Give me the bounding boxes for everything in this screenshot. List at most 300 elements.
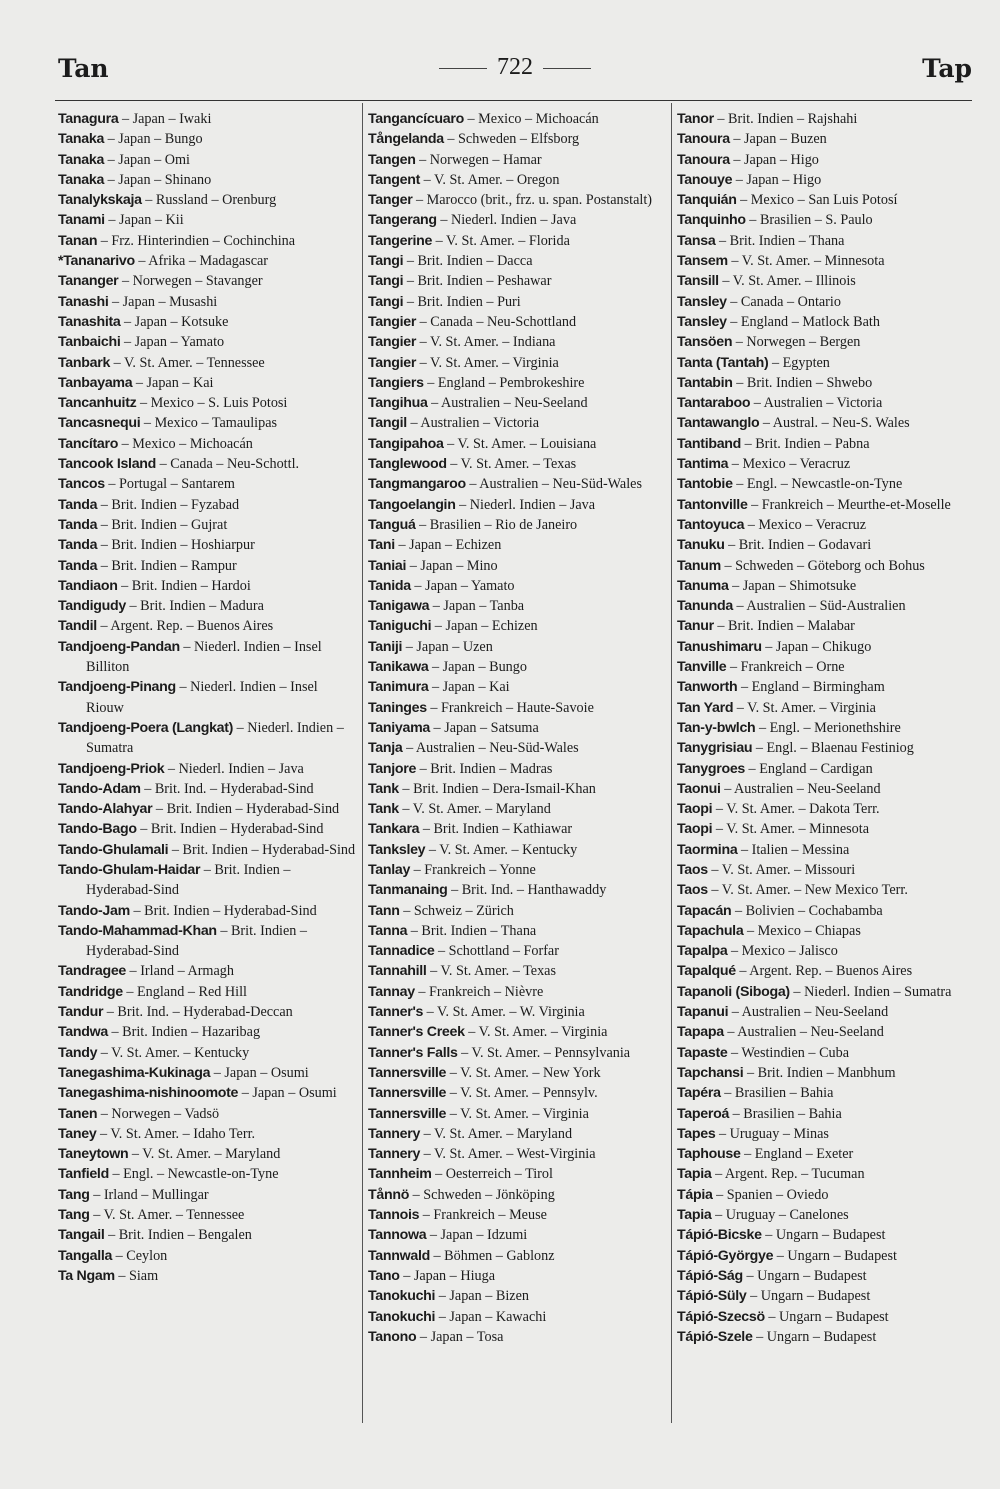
entry-location: – V. St. Amer. – Idaho Terr. xyxy=(96,1125,256,1142)
gazetteer-entry xyxy=(368,292,666,312)
entry-location: – Japan – Kotsuke xyxy=(120,313,229,330)
entry-place-name: Tangen xyxy=(368,151,416,168)
entry-location: – Uruguay – Minas xyxy=(715,1125,829,1142)
entry-location: – Schweiz – Zürich xyxy=(399,902,514,919)
gazetteer-entry xyxy=(58,1043,356,1063)
entry-location: – V. St. Amer. – Pennsylv. xyxy=(446,1085,598,1102)
gazetteer-entry xyxy=(58,231,356,251)
entry-location: – Brit. Indien – Bengalen xyxy=(104,1227,252,1244)
entry-location: – Brit. Ind. – Hanthawaddy xyxy=(447,882,607,899)
entry-place-name: Tangancícuaro xyxy=(368,111,464,127)
gazetteer-entry xyxy=(677,576,975,596)
entry-place-name: Tanikawa xyxy=(368,659,429,676)
entry-place-name: Tanksley xyxy=(368,841,426,858)
gazetteer-entry xyxy=(58,799,356,819)
gazetteer-entry xyxy=(677,880,975,900)
gazetteer-entry xyxy=(58,1063,356,1083)
entry-place-name: Tandil xyxy=(58,618,97,635)
gazetteer-entry xyxy=(368,535,666,555)
entry-location: – Westindien – Cuba xyxy=(727,1044,850,1061)
gazetteer-entry xyxy=(368,150,666,170)
gazetteer-entry xyxy=(58,495,356,515)
entry-place-name: Tansley xyxy=(677,313,727,330)
entry-location: – Russland – Orenburg xyxy=(141,192,277,209)
gazetteer-entry xyxy=(677,292,975,312)
entry-location: – Australien – Neu-Seeland xyxy=(723,1024,884,1041)
gazetteer-entry xyxy=(677,901,975,921)
entry-location: – Brit. Indien – Fyzabad xyxy=(97,496,240,513)
entry-place-name: Tando-Bago xyxy=(58,821,137,838)
gazetteer-entry xyxy=(368,1022,666,1042)
entry-place-name: Tando-Ghulamali xyxy=(58,841,169,858)
entry-location: – Japan – Shinano xyxy=(104,171,212,188)
gazetteer-entry xyxy=(58,413,356,433)
entry-place-name: Tapanui xyxy=(677,1004,729,1021)
entry-location: – Siam xyxy=(114,1267,159,1284)
entry-place-name: Tapia xyxy=(677,1207,712,1224)
entry-location: – Ungarn – Budapest xyxy=(773,1247,897,1264)
entry-place-name: Tannadice xyxy=(368,943,435,960)
entry-location: – Japan – Yamato xyxy=(120,334,225,351)
gazetteer-entry xyxy=(368,1327,666,1347)
entry-place-name: Tansill xyxy=(677,273,719,290)
gazetteer-entry xyxy=(58,576,356,596)
gazetteer-entry xyxy=(677,779,975,799)
entry-place-name: Tank xyxy=(368,780,399,797)
gazetteer-entry xyxy=(368,677,666,697)
entry-place-name: Taos xyxy=(677,882,708,899)
entry-location: – Ungarn – Budapest xyxy=(742,1267,867,1284)
gazetteer-entry xyxy=(677,698,975,718)
gazetteer-entry xyxy=(677,1246,975,1266)
gazetteer-entry xyxy=(58,271,356,291)
entry-location: – V. St. Amer. – Minnesota xyxy=(727,253,885,270)
page-number: 722 xyxy=(497,54,533,80)
entry-place-name: Taormina xyxy=(677,841,738,858)
entry-location: – V. St. Amer. – New Mexico Terr. xyxy=(707,882,908,899)
gazetteer-entry xyxy=(677,231,975,251)
gazetteer-entry xyxy=(677,332,975,352)
gazetteer-entry xyxy=(58,150,356,170)
gazetteer-entry xyxy=(368,1083,666,1103)
entry-location: – Canada – Ontario xyxy=(726,293,841,310)
gazetteer-entry xyxy=(677,921,975,941)
entry-place-name: Tanokuchi xyxy=(368,1288,436,1305)
entry-location: – Böhmen – Gablonz xyxy=(429,1247,555,1264)
entry-place-name: Tantobie xyxy=(677,476,733,493)
entry-place-name: Tananger xyxy=(58,273,119,290)
entry-place-name: Tápia xyxy=(677,1186,713,1203)
gazetteer-entry xyxy=(677,109,975,129)
gazetteer-entry xyxy=(368,718,666,738)
entry-place-name: Tannay xyxy=(368,983,415,1000)
entry-place-name: Taney xyxy=(58,1125,97,1142)
gazetteer-entry xyxy=(677,170,975,190)
entry-location: – Brit. Indien – Hyderabad-Sind xyxy=(86,922,308,960)
entry-location: – Brit. Indien – Rampur xyxy=(97,557,237,574)
entry-location: – Brit. Indien – Gujrat xyxy=(97,516,228,533)
entry-location: – Japan – Higo xyxy=(729,151,819,168)
gazetteer-entry xyxy=(58,170,356,190)
entry-place-name: Taonui xyxy=(677,780,721,797)
entry-place-name: Tanum xyxy=(677,557,721,574)
entry-place-name: Tanna xyxy=(368,922,408,939)
entry-location: – Japan – Omi xyxy=(104,151,190,168)
gazetteer-entry xyxy=(677,454,975,474)
entry-location: – V. St. Amer. – New York xyxy=(446,1064,601,1081)
entry-place-name: Tanbaichi xyxy=(58,334,121,351)
entry-place-name: Tapes xyxy=(677,1125,716,1142)
entry-place-name: Tannahill xyxy=(368,963,427,980)
entry-location: – Japan – Kawachi xyxy=(435,1308,547,1325)
entry-location: – Brit. Indien – Rajshahi xyxy=(713,111,858,127)
entry-place-name: Tandragee xyxy=(58,963,126,980)
gazetteer-entry xyxy=(368,1246,666,1266)
entry-place-name: Tanagura xyxy=(58,111,119,127)
entry-location: – Engl. – Newcastle-on-Tyne xyxy=(108,1166,279,1183)
entry-place-name: *Tananarivo xyxy=(58,253,135,270)
entry-location: – Argent. Rep. – Tucuman xyxy=(711,1166,865,1183)
gazetteer-entry xyxy=(368,332,666,352)
gazetteer-entry xyxy=(368,738,666,758)
gazetteer-entry xyxy=(58,961,356,981)
entry-location: – Mexico – San Luis Potosí xyxy=(736,192,898,209)
gazetteer-entry xyxy=(58,292,356,312)
gazetteer-entry xyxy=(368,616,666,636)
entry-location: – Japan – Bungo xyxy=(428,659,527,676)
entry-place-name: Tang xyxy=(58,1207,90,1224)
entry-place-name: Tannowa xyxy=(368,1227,427,1244)
gazetteer-entry xyxy=(368,860,666,880)
entry-place-name: Tanan xyxy=(58,232,98,249)
gazetteer-entry xyxy=(677,759,975,779)
entry-location: – Japan – Iwaki xyxy=(118,111,212,127)
column-3 xyxy=(677,109,975,1429)
entry-location: – Brit. Indien – Madras xyxy=(416,760,553,777)
entry-place-name: Tannersville xyxy=(368,1064,447,1081)
gazetteer-entry xyxy=(677,1225,975,1245)
gazetteer-entry xyxy=(58,1225,356,1245)
entry-location: – Niederl. Indien – Insel Billiton xyxy=(86,638,322,676)
entry-location: – Ungarn – Budapest xyxy=(752,1328,877,1345)
entry-place-name: Tanville xyxy=(677,659,727,676)
entry-place-name: Taopi xyxy=(677,821,713,838)
gazetteer-entry xyxy=(58,1144,356,1164)
entry-place-name: Tanygroes xyxy=(677,760,745,777)
entry-location: – Brit. Indien – Hyderabad-Sind xyxy=(168,841,356,858)
entry-location: – V. St. Amer. – Virginia xyxy=(416,354,559,371)
entry-place-name: Taniji xyxy=(368,638,403,655)
header-left-keyword: Tan xyxy=(58,54,109,83)
entry-place-name: Tandwa xyxy=(58,1024,108,1041)
entry-place-name: Tanunda xyxy=(677,598,733,615)
entry-place-name: Tang xyxy=(58,1186,90,1203)
entry-location: – Norwegen – Vadsö xyxy=(97,1105,220,1122)
entry-place-name: Tangier xyxy=(368,334,417,351)
entry-location: – Mexico – Veracruz xyxy=(728,456,851,473)
entry-place-name: Tansa xyxy=(677,232,716,249)
entry-location: – V. St. Amer. – Kentucky xyxy=(97,1044,250,1061)
gazetteer-entry xyxy=(677,373,975,393)
entry-place-name: Tanushimaru xyxy=(677,638,762,655)
entry-location: – Brit. Indien – Thana xyxy=(407,922,537,939)
entry-location: – Afrika – Madagascar xyxy=(134,253,269,270)
gazetteer-entry xyxy=(58,1246,356,1266)
entry-place-name: Tankara xyxy=(368,821,420,838)
entry-location: – V. St. Amer. – Dakota Terr. xyxy=(712,801,880,818)
entry-location: – Frankreich – Nièvre xyxy=(414,983,544,1000)
gazetteer-entry xyxy=(368,779,666,799)
entry-place-name: Tanoura xyxy=(677,131,730,148)
entry-location: – Japan – Osumi xyxy=(210,1064,309,1081)
gazetteer-entry xyxy=(58,393,356,413)
column-divider-1 xyxy=(362,103,363,1423)
entry-location: – Brit. Indien – Hoshiarpur xyxy=(97,537,255,554)
entry-location: – Brasilien – S. Paulo xyxy=(745,212,873,229)
entry-location: – Japan – Shimotsuke xyxy=(728,577,857,594)
entry-place-name: Tantonville xyxy=(677,496,748,513)
entry-location: – Brit. Indien – Hazaribag xyxy=(107,1024,261,1041)
entry-place-name: Taos xyxy=(677,861,708,878)
gazetteer-entry xyxy=(677,129,975,149)
gazetteer-entry xyxy=(368,819,666,839)
gazetteer-entry xyxy=(677,961,975,981)
entry-location: – V. St. Amer. – Pennsylvania xyxy=(457,1044,631,1061)
entry-place-name: Tanda xyxy=(58,557,98,574)
entry-place-name: Tangerang xyxy=(368,212,437,229)
entry-location: – V. St. Amer. – Louisiana xyxy=(443,435,597,452)
header-dash-left xyxy=(439,68,487,69)
entry-location: – V. St. Amer. – Missouri xyxy=(707,861,856,878)
entry-location: – Brit. Indien – Hyderabad-Sind xyxy=(86,861,291,899)
entry-place-name: Tandur xyxy=(58,1004,104,1021)
entry-location: – Japan – Musashi xyxy=(108,293,218,310)
entry-location: – Mexico – Veracruz xyxy=(744,516,867,533)
gazetteer-entry xyxy=(58,251,356,271)
gazetteer-entry xyxy=(368,921,666,941)
gazetteer-entry xyxy=(368,596,666,616)
entry-place-name: Tangil xyxy=(368,415,407,432)
gazetteer-entry xyxy=(677,150,975,170)
gazetteer-entry xyxy=(677,1164,975,1184)
gazetteer-entry xyxy=(58,1164,356,1184)
gazetteer-entry xyxy=(677,616,975,636)
gazetteer-entry xyxy=(677,393,975,413)
entry-location: – Brit. Indien – Puri xyxy=(403,293,521,310)
gazetteer-entry xyxy=(368,657,666,677)
entry-location: – V. St. Amer. – Virginia xyxy=(733,699,876,716)
entry-place-name: Tanaka xyxy=(58,171,105,188)
gazetteer-entry xyxy=(58,474,356,494)
entry-location: – Spanien – Oviedo xyxy=(712,1186,829,1203)
gazetteer-entry xyxy=(58,779,356,799)
entry-place-name: Tapia xyxy=(677,1166,712,1183)
entry-location: – Mexico – Michoacán xyxy=(118,435,253,452)
gazetteer-entry xyxy=(677,657,975,677)
entry-place-name: Tandridge xyxy=(58,983,123,1000)
gazetteer-entry xyxy=(677,738,975,758)
entry-location: – Bolivien – Cochabamba xyxy=(731,902,883,919)
entry-location: – Japan – Kai xyxy=(132,374,214,391)
entry-place-name: Taninges xyxy=(368,699,427,716)
entry-place-name: Tanegashima-nishinoomote xyxy=(58,1085,239,1102)
entry-place-name: Tanbayama xyxy=(58,374,133,391)
gazetteer-entry xyxy=(58,718,356,759)
gazetteer-entry xyxy=(368,1043,666,1063)
entry-location: – Portugal – Santarem xyxy=(104,476,235,493)
header-rule xyxy=(55,100,972,101)
entry-location: – Mexico – Tamaulipas xyxy=(140,415,278,432)
entry-place-name: Tanida xyxy=(368,577,411,594)
entry-place-name: Tannersville xyxy=(368,1085,447,1102)
entry-place-name: Tápió-Szele xyxy=(677,1328,753,1345)
entry-place-name: Tapapa xyxy=(677,1024,724,1041)
entry-place-name: Tanbark xyxy=(58,354,111,371)
entry-place-name: Tanegashima-Kukinaga xyxy=(58,1064,211,1081)
entry-place-name: Tápió-Süly xyxy=(677,1288,747,1305)
entry-location: – Japan – Buzen xyxy=(729,131,827,148)
entry-place-name: Tanimura xyxy=(368,679,429,696)
entry-location: – Frankreich – Yonne xyxy=(410,861,536,878)
entry-location: – Brit. Indien – Manbhum xyxy=(743,1064,896,1081)
gazetteer-entry xyxy=(368,109,666,129)
gazetteer-entry xyxy=(677,637,975,657)
entry-location: – Norwegen – Hamar xyxy=(415,151,542,168)
gazetteer-entry xyxy=(58,515,356,535)
gazetteer-entry xyxy=(368,840,666,860)
gazetteer-entry xyxy=(368,210,666,230)
gazetteer-entry xyxy=(58,637,356,678)
gazetteer-entry xyxy=(677,596,975,616)
entry-place-name: Tápió-Bicske xyxy=(677,1227,762,1244)
entry-place-name: Tanglewood xyxy=(368,456,447,473)
entry-location: – Brit. Indien – Thana xyxy=(715,232,845,249)
gazetteer-entry xyxy=(677,190,975,210)
gazetteer-entry xyxy=(677,1063,975,1083)
entry-location: – Schweden – Jönköping xyxy=(409,1186,555,1203)
entry-place-name: Tano xyxy=(368,1267,400,1284)
gazetteer-entry xyxy=(677,1083,975,1103)
gazetteer-entry xyxy=(677,1002,975,1022)
entry-location: – V. St. Amer. – Oregon xyxy=(420,171,560,188)
gazetteer-entry xyxy=(58,353,356,373)
gazetteer-entry xyxy=(58,1124,356,1144)
entry-place-name: Taniyama xyxy=(368,719,430,736)
entry-location: – Brit. Indien – Hyderabad-Sind xyxy=(152,801,340,818)
entry-place-name: Tantabin xyxy=(677,374,733,391)
gazetteer-entry xyxy=(677,1205,975,1225)
entry-place-name: Tangi xyxy=(368,253,404,270)
gazetteer-entry xyxy=(677,799,975,819)
entry-place-name: Tanta (Tantah) xyxy=(677,354,769,371)
entry-location: – Japan – Idzumi xyxy=(426,1227,528,1244)
entry-location: – Japan – Bizen xyxy=(435,1288,529,1305)
entry-place-name: Tanor xyxy=(677,111,714,127)
gazetteer-entry xyxy=(58,332,356,352)
gazetteer-entry xyxy=(677,840,975,860)
entry-location: – V. St. Amer. – Texas xyxy=(446,456,577,473)
entry-place-name: Taneytown xyxy=(58,1146,129,1163)
gazetteer-entry xyxy=(58,840,356,860)
entry-place-name: Tanigawa xyxy=(368,598,430,615)
page-number-area xyxy=(58,54,972,81)
entry-location: – Brit. Indien – Pabna xyxy=(741,435,870,452)
gazetteer-entry xyxy=(368,1225,666,1245)
entry-place-name: Tangier xyxy=(368,313,417,330)
entry-location: – Australien – Neu-Seeland xyxy=(427,395,588,412)
entry-location: – V. St. Amer. – Tennessee xyxy=(110,354,265,371)
entry-place-name: Tapchansi xyxy=(677,1064,744,1081)
gazetteer-entry xyxy=(368,231,666,251)
entry-location: – Australien – Neu-Süd-Wales xyxy=(402,740,579,757)
entry-location: – Irland – Mullingar xyxy=(89,1186,209,1203)
entry-location: – Japan – Tanba xyxy=(429,598,525,615)
gazetteer-entry xyxy=(368,1307,666,1327)
entry-place-name: Tangalla xyxy=(58,1247,113,1264)
entry-place-name: Tandigudy xyxy=(58,598,126,615)
entry-place-name: Tann xyxy=(368,902,400,919)
gazetteer-entry xyxy=(368,576,666,596)
gazetteer-entry xyxy=(677,413,975,433)
gazetteer-entry xyxy=(677,677,975,697)
entry-place-name: Tancasnequi xyxy=(58,415,141,432)
entry-place-name: Tannery xyxy=(368,1146,421,1163)
gazetteer-entry xyxy=(368,271,666,291)
gazetteer-entry xyxy=(368,190,666,210)
entry-location: – England – Exeter xyxy=(740,1146,854,1163)
entry-place-name: Tápió-Szecsö xyxy=(677,1308,765,1325)
entry-location: – Mexico – Michoacán xyxy=(463,111,599,127)
entry-location: – Frankreich – Meurthe-et-Moselle xyxy=(747,496,951,513)
entry-place-name: Tando-Jam xyxy=(58,902,130,919)
entry-place-name: Tan-y-bwlch xyxy=(677,719,756,736)
entry-place-name: Tangier xyxy=(368,354,417,371)
entry-place-name: Tando-Ghulam-Haidar xyxy=(58,861,201,878)
header-dash-right xyxy=(543,68,591,69)
entry-place-name: Tanashi xyxy=(58,293,109,310)
entry-place-name: Tannois xyxy=(368,1207,420,1224)
gazetteer-entry xyxy=(368,312,666,332)
entry-location: – Argent. Rep. – Buenos Aires xyxy=(735,963,913,980)
entry-location: – Oesterreich – Tirol xyxy=(431,1166,553,1183)
gazetteer-entry xyxy=(58,535,356,555)
entry-place-name: Tanygrisiau xyxy=(677,740,753,757)
entry-place-name: Tanner's Creek xyxy=(368,1024,465,1041)
entry-place-name: Tansley xyxy=(677,293,727,310)
entry-location: – Brasilien – Rio de Janeiro xyxy=(415,516,578,533)
entry-location: – V. St. Amer. – Maryland xyxy=(420,1125,573,1142)
entry-place-name: Tandjoeng-Pandan xyxy=(58,638,180,655)
entry-location: – Frankreich – Meuse xyxy=(419,1207,547,1224)
entry-location: – Niederl. Indien – Java xyxy=(436,212,577,229)
gazetteer-entry xyxy=(368,941,666,961)
entry-location: – Japan – Echizen xyxy=(431,618,538,635)
entry-location: – Brit. Indien – Shwebo xyxy=(732,374,873,391)
gazetteer-entry xyxy=(58,1205,356,1225)
gazetteer-entry xyxy=(677,819,975,839)
entry-place-name: Tanaka xyxy=(58,131,105,148)
entry-location: – V. St. Amer. – West-Virginia xyxy=(420,1146,596,1163)
entry-location: – V. St. Amer. – Illinois xyxy=(718,273,856,290)
entry-place-name: Tapacán xyxy=(677,902,732,919)
entry-location: – V. St. Amer. – Virginia xyxy=(446,1105,589,1122)
entry-location: – Brit. Indien – Dera-Ismail-Khan xyxy=(398,780,596,797)
entry-location: – V. St. Amer. – Florida xyxy=(432,232,570,249)
gazetteer-entry xyxy=(368,901,666,921)
entry-place-name: Tangi xyxy=(368,273,404,290)
gazetteer-entry xyxy=(58,819,356,839)
gazetteer-entry xyxy=(677,210,975,230)
